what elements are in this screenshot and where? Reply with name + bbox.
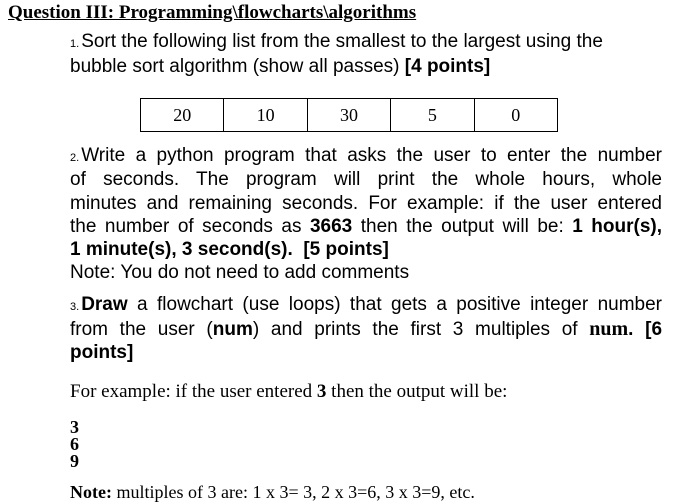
q1-line-2 — [70, 56, 662, 78]
question-heading: Question III: Programming\flowcharts\algorithms — [8, 2, 417, 23]
output-value: 6 — [70, 434, 79, 454]
q2-points: [5 points] — [303, 239, 389, 260]
q3-note-label: Note: — [70, 482, 112, 502]
list-cell: 30 — [307, 99, 390, 132]
q3-text-2b: ) and prints the first 3 multiples of — [252, 319, 590, 340]
list-cell: 5 — [391, 99, 474, 132]
number-list-table — [140, 98, 558, 132]
q2-line-1 — [70, 145, 662, 167]
q1-points: [4 points] — [404, 56, 491, 77]
q2-output-rest: 1 minute(s), 3 second(s). — [70, 239, 293, 260]
q3-line-2 — [70, 318, 662, 341]
q2-text-1: Write a python program that asks the user to enter the number — [81, 145, 662, 166]
q2-example-seconds: 3663 — [309, 216, 353, 237]
output-value: 9 — [70, 451, 79, 471]
q1-text-1: Sort the following list from the smallest to the largest using the — [81, 31, 603, 52]
q2-text-4c: then the output will be: — [352, 216, 573, 237]
q3-note-text: multiples of 3 are: 1 x 3= 3, 2 x 3=6, 3 x 3=9, etc. — [111, 482, 475, 502]
q1-text-2: bubble sort algorithm (show all passes) — [70, 56, 405, 77]
q1-number: 1. — [70, 38, 80, 50]
q3-line-1 — [70, 294, 662, 316]
q2-note: Note: You do not need to add comments — [70, 262, 410, 283]
q2-line-4 — [70, 216, 662, 238]
q3-example — [70, 381, 662, 403]
q2-line-3: minutes and remaining seconds. For example: if the user entered — [70, 193, 662, 214]
q1-line-1 — [70, 31, 662, 53]
q3-example-c: then the output will be: — [326, 381, 508, 402]
q2-line-5 — [70, 239, 662, 261]
list-cell: 10 — [224, 99, 307, 132]
q3-example-value: 3 — [316, 381, 327, 402]
q2-number: 2. — [70, 152, 80, 164]
q2-output-hours: 1 hour(s), — [572, 216, 663, 237]
output-value: 3 — [70, 417, 79, 437]
q2-text-4a: the number of seconds as — [70, 216, 310, 237]
q3-text-2a: from the user ( — [70, 319, 213, 340]
q3-points-close: points] — [70, 342, 134, 363]
q3-num-1: num — [212, 319, 253, 340]
q3-draw: Draw — [81, 294, 128, 315]
list-cell: 0 — [474, 99, 557, 132]
q3-points-open: . [6 — [628, 319, 663, 340]
list-cell: 20 — [141, 99, 224, 132]
q3-text-1: a flowchart (use loops) that gets a positive integer number — [127, 294, 662, 315]
q3-line-3 — [70, 342, 662, 364]
q2-line-2: of seconds. The program will print the whole hours, whole — [70, 169, 662, 190]
q3-num-2: num — [589, 318, 629, 340]
q3-number: 3. — [70, 301, 80, 313]
q3-note — [70, 482, 662, 503]
q3-example-a: For example: if the user entered — [70, 381, 317, 402]
number-list-row — [141, 99, 558, 132]
